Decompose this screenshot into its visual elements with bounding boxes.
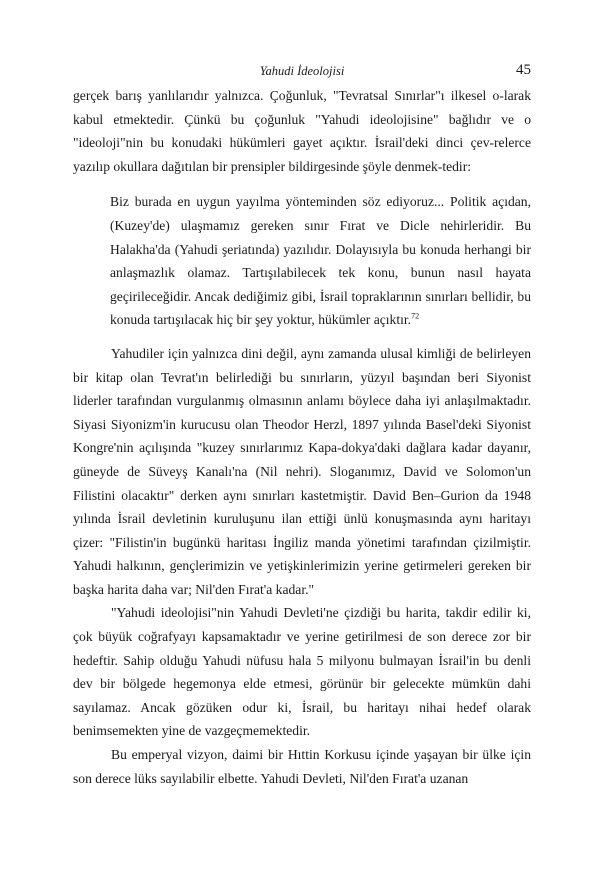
page-header (73, 62, 531, 84)
block-quote (110, 190, 531, 332)
quote-text: Biz burada en uygun yayılma yönteminden söz ediyoruz... Politik açıdan, (Kuzey'de) ulaşmamız gereken sınır Fırat ve Dicle nehirleridir. Bu Halakha'da (Yahudi şeriatında) yazılıdır. Dolayısıyla bu konuda herhangi bir anlaşmazlık olamaz. Tartışılabilecek tek konu, bunun nasıl hayata geçirileceğidir. Ancak dediğimiz gibi, İsrail topraklarının sınırları bellidir, bu konuda tartışılacak hiç bir şey yoktur, hükümler açıktır. (110, 194, 531, 328)
book-page (73, 62, 531, 790)
paragraph-3: "Yahudi ideolojisi"nin Yahudi Devleti'ne çizdiği bu harita, takdir edilir ki, çok büyük coğrafyayı kapsamaktadır ve yerine getirilmesi de son derece zor bir hedeftir. Sahip olduğu Yahudi nüfusu hala 5 milyonu bulmayan İsrail'in bu denli dev bir bölgede hegemonya elde etmesi, görünür bir gelecekte mümkün dahi sayılamaz. Ancak gözüken odur ki, İsrail, bu haritayı nihai hedef olarak benimsemekten yine de vazgeçmemektedir. (73, 605, 531, 739)
page-number: 45 (516, 62, 531, 78)
paragraph-1: gerçek barış yanlılarıdır yalnızca. Çoğunluk, "Tevratsal Sınırlar"ı ilkesel o-larak kabul etmektedir. Çünkü bu çoğunluk "Yahudi ideolojisine" bağlıdır ve o "ideoloji"nin bu konudaki hükümleri gayet açıktır. İsrail'deki dinci çev-relerce yazılıp okullara dağıtılan bir prensipler bildirgesinde şöyle denmek-tedir: (73, 88, 531, 174)
paragraph-2: Yahudiler için yalnızca dini değil, aynı zamanda ulusal kimliği de belirleyen bir kitap olan Tevrat'ın belirlediği bu sınırların, yüzyıl başından beri Siyonist liderler tarafından vurgulanmış olmasının anlamı böylece daha iyi anlaşılmaktadır. Siyasi Siyonizm'in kurucusu olan Theodor Herzl, 1897 yılında Basel'deki Siyonist Kongre'nin açılışında "kuzey sınırlarımız Kapa-dokya'daki dağlara kadar dayanır, güneyde de Süveyş Kanalı'na (Nil nehri). Sloganımız, David ve Solomon'un Filistini olacaktır" derken aynı sınırları kastetmiştir. David Ben–Gurion da 1948 yılında İsrail devletinin kuruluşunu ilan ettiği ünlü konuşmasında aynı haritayı çizer: "Filistin'in bugünkü haritası İngiliz manda yönetimi tarafından çizilmiştir. Yahudi halkının, gençlerimizin ve yetişkinlerimizin yerine getirmeleri gereken bir başka harita daha var; Nil'den Fırat'a kadar." (73, 345, 531, 597)
paragraph-4: Bu emperyal vizyon, daimi bir Hıttin Korkusu içinde yaşayan bir ülke için son derece lüks sayılabilir elbette. Yahudi Devleti, Nil'den Fırat'a uzanan (73, 747, 531, 786)
footnote-reference[interactable]: 72 (411, 311, 420, 321)
running-title: Yahudi İdeolojisi (259, 64, 345, 78)
